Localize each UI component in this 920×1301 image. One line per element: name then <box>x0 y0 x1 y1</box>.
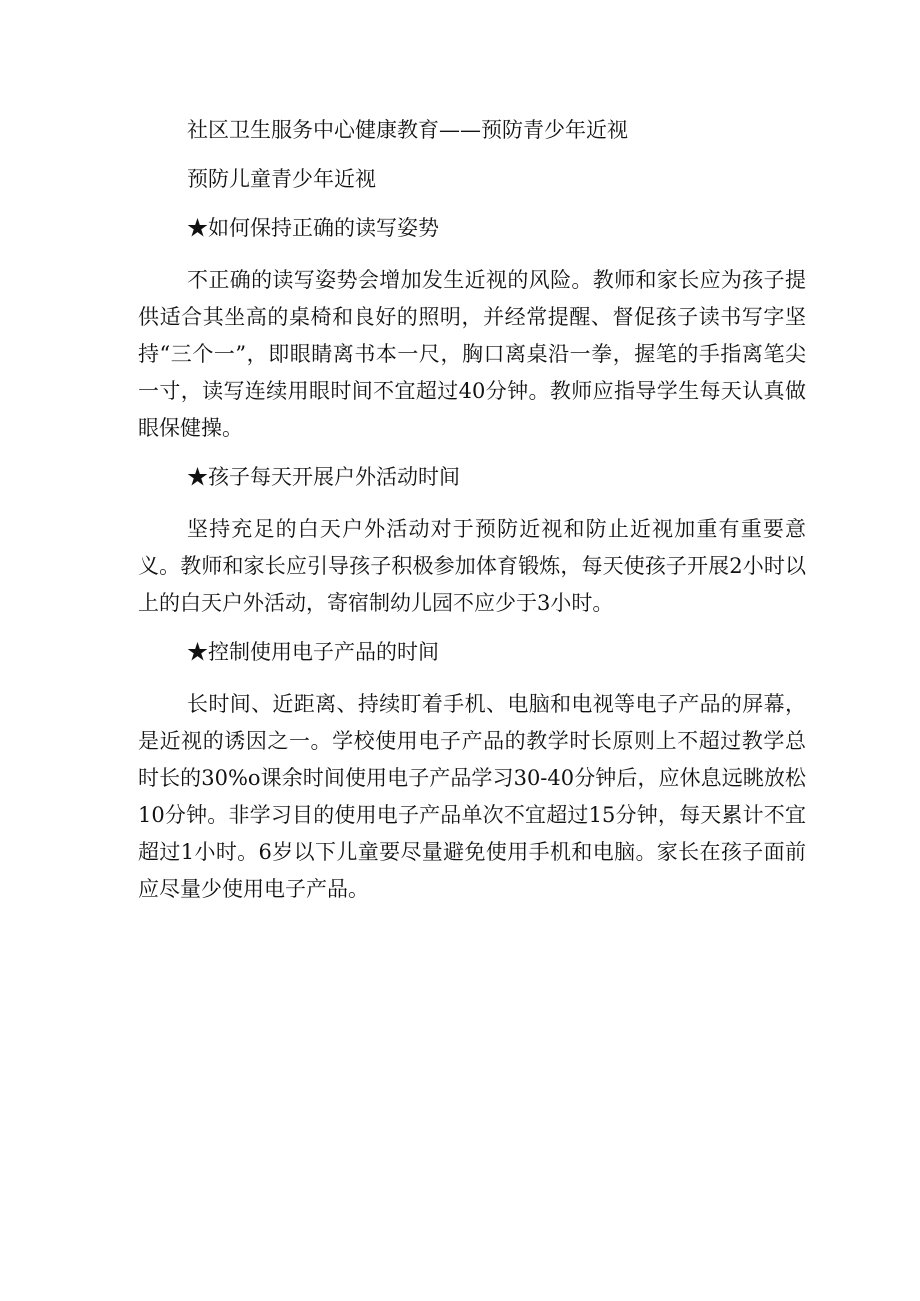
document-title: 社区卫生服务中心健康教育——预防青少年近视 <box>187 118 628 142</box>
section-body-reading-posture: 不正确的读写姿势会增加发生近视的风险。教师和家长应为孩子提供适合其坐高的桌椅和良好的照明，并经常提醒、督促孩子读书写字坚持“三个一”，即眼睛离书本一尺，胸口离桌沿一拳，握笔的手指离笔尖一寸，读写连续用眼时间不宜超过40分钟。教师应指导学生每天认真做眼保健操。 <box>138 268 806 440</box>
section-body-outdoor-activity: 坚持充足的白天户外活动对于预防近视和防止近视加重有重要意义。教师和家长应引导孩子积极参加体育锻炼，每天使孩子开展2小时以上的白天户外活动，寄宿制幼儿园不应少于3小时。 <box>138 517 806 615</box>
section-heading-outdoor-activity: ★孩子每天开展户外活动时间 <box>187 465 460 489</box>
document-content <box>138 112 806 908</box>
section-heading-reading-posture: ★如何保持正确的读写姿势 <box>187 216 439 240</box>
section-body-electronic-devices: 长时间、近距离、持续盯着手机、电脑和电视等电子产品的屏幕，是近视的诱因之一。学校使用电子产品的教学时长原则上不超过教学总时长的30%o课余时间使用电子产品学习30-40分钟后，应休息远眺放松10分钟。非学习目的使用电子产品单次不宜超过15分钟，每天累计不宜超过1小时。6岁以下儿童要尽量避免使用手机和电脑。家长在孩子面前应尽量少使用电子产品。 <box>138 692 806 901</box>
document-subtitle: 预防儿童青少年近视 <box>187 167 376 191</box>
section-heading-electronic-devices: ★控制使用电子产品的时间 <box>187 640 439 664</box>
